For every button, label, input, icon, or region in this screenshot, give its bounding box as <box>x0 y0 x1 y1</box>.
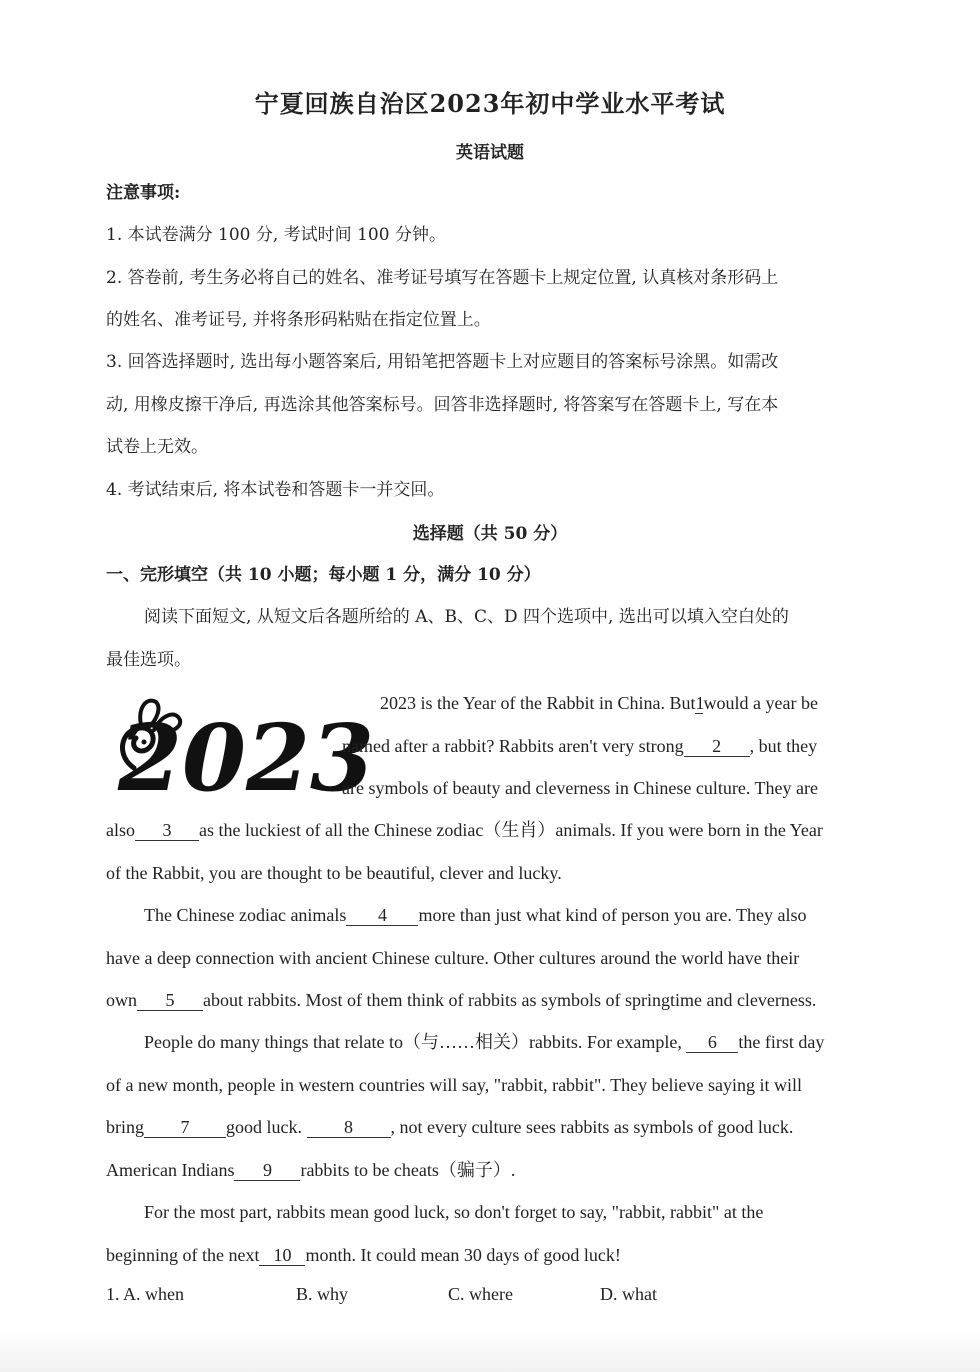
blank-4[interactable]: 4 <box>346 905 418 926</box>
notice-heading: 注意事项: <box>106 183 181 203</box>
blank-8[interactable]: 8 <box>307 1117 391 1138</box>
passage-p3-line-4: American Indians 9 rabbits to be cheats（骗子）. <box>106 1160 516 1180</box>
q1-option-d[interactable]: D. what <box>600 1284 657 1304</box>
section-heading: 选择题（共 50 分） <box>412 524 568 544</box>
passage-p4-line-2: beginning of the next 10 month. It could mean 30 days of good luck! <box>106 1245 621 1265</box>
notice-item-3-line-2: 动, 用橡皮擦干净后, 再选涂其他答案标号。回答非选择题时, 将答案写在答题卡上, 写在本 <box>106 395 779 415</box>
logo-year-text: 2023 <box>118 704 375 812</box>
blank-5[interactable]: 5 <box>137 990 203 1011</box>
passage-p2-line-2: have a deep connection with ancient Chinese culture. Other cultures around the world have their <box>106 948 800 968</box>
blank-1[interactable]: 1 <box>695 693 705 713</box>
exam-subtitle: 英语试题 <box>456 143 524 163</box>
instructions-line-1: 阅读下面短文, 从短文后各题所给的 A、B、C、D 四个选项中, 选出可以填入空白处的 <box>144 607 789 627</box>
notice-item-3-line-3: 试卷上无效。 <box>106 437 208 457</box>
passage-p1-line-2: named after a rabbit? Rabbits aren't very strong 2 , but they <box>342 736 818 756</box>
blank-2[interactable]: 2 <box>684 736 750 757</box>
part1-title: 一、完形填空（共 10 小题；每小题 1 分，满分 10 分） <box>106 565 541 585</box>
passage-p3-line-2: of a new month, people in western countries will say, "rabbit, rabbit". They believe saying it will <box>106 1075 803 1095</box>
q1-option-c[interactable]: C. where <box>448 1284 513 1304</box>
blank-7[interactable]: 7 <box>144 1117 226 1138</box>
q1-option-b[interactable]: B. why <box>296 1284 349 1304</box>
notice-item-2-line-2: 的姓名、准考证号, 并将条形码粘贴在指定位置上。 <box>106 310 491 330</box>
page-bottom-shade <box>0 1330 980 1372</box>
passage-p1-line-3: are symbols of beauty and cleverness in Chinese culture. They are <box>342 778 819 798</box>
blank-10[interactable]: 10 <box>259 1245 305 1266</box>
passage-p2-line-3: own 5 about rabbits. Most of them think of rabbits as symbols of springtime and cleverness. <box>106 990 817 1010</box>
passage-p1-line-5: of the Rabbit, you are thought to be beautiful, clever and lucky. <box>106 863 562 883</box>
rabbit-2023-logo <box>106 690 375 812</box>
notice-item-2-line-1: 2. 答卷前, 考生务必将自己的姓名、准考证号填写在答题卡上规定位置, 认真核对条形码上 <box>106 268 779 288</box>
passage-p4-line-1: For the most part, rabbits mean good luck, so don't forget to say, "rabbit, rabbit" at the <box>144 1202 764 1222</box>
passage-p2-line-1: The Chinese zodiac animals 4 more than just what kind of person you are. They also <box>144 905 807 925</box>
blank-9[interactable]: 9 <box>234 1160 300 1181</box>
exam-title: 宁夏回族自治区2023年初中学业水平考试 <box>254 89 726 118</box>
passage-p3-line-1: People do many things that relate to（与……相关）rabbits. For example, 6 the first day <box>144 1032 825 1052</box>
notice-item-1: 1. 本试卷满分 100 分, 考试时间 100 分钟。 <box>106 225 446 245</box>
notice-item-3-line-1: 3. 回答选择题时, 选出每小题答案后, 用铅笔把答题卡上对应题目的答案标号涂黑。如需改 <box>106 352 779 372</box>
notice-item-4: 4. 考试结束后, 将本试卷和答题卡一并交回。 <box>106 480 445 500</box>
passage-p1-line-1: 2023 is the Year of the Rabbit in China. But1would a year be <box>380 693 818 713</box>
blank-6[interactable]: 6 <box>686 1032 738 1053</box>
instructions-line-2: 最佳选项。 <box>106 650 191 670</box>
passage-p1-line-4: also 3 as the luckiest of all the Chinese zodiac（生肖）animals. If you were born in the Year <box>106 820 823 840</box>
blank-3[interactable]: 3 <box>135 820 199 841</box>
passage-p3-line-3: bring 7 good luck. 8 , not every culture sees rabbits as symbols of good luck. <box>106 1117 794 1137</box>
q1-option-a[interactable]: 1. A. when <box>106 1284 184 1304</box>
